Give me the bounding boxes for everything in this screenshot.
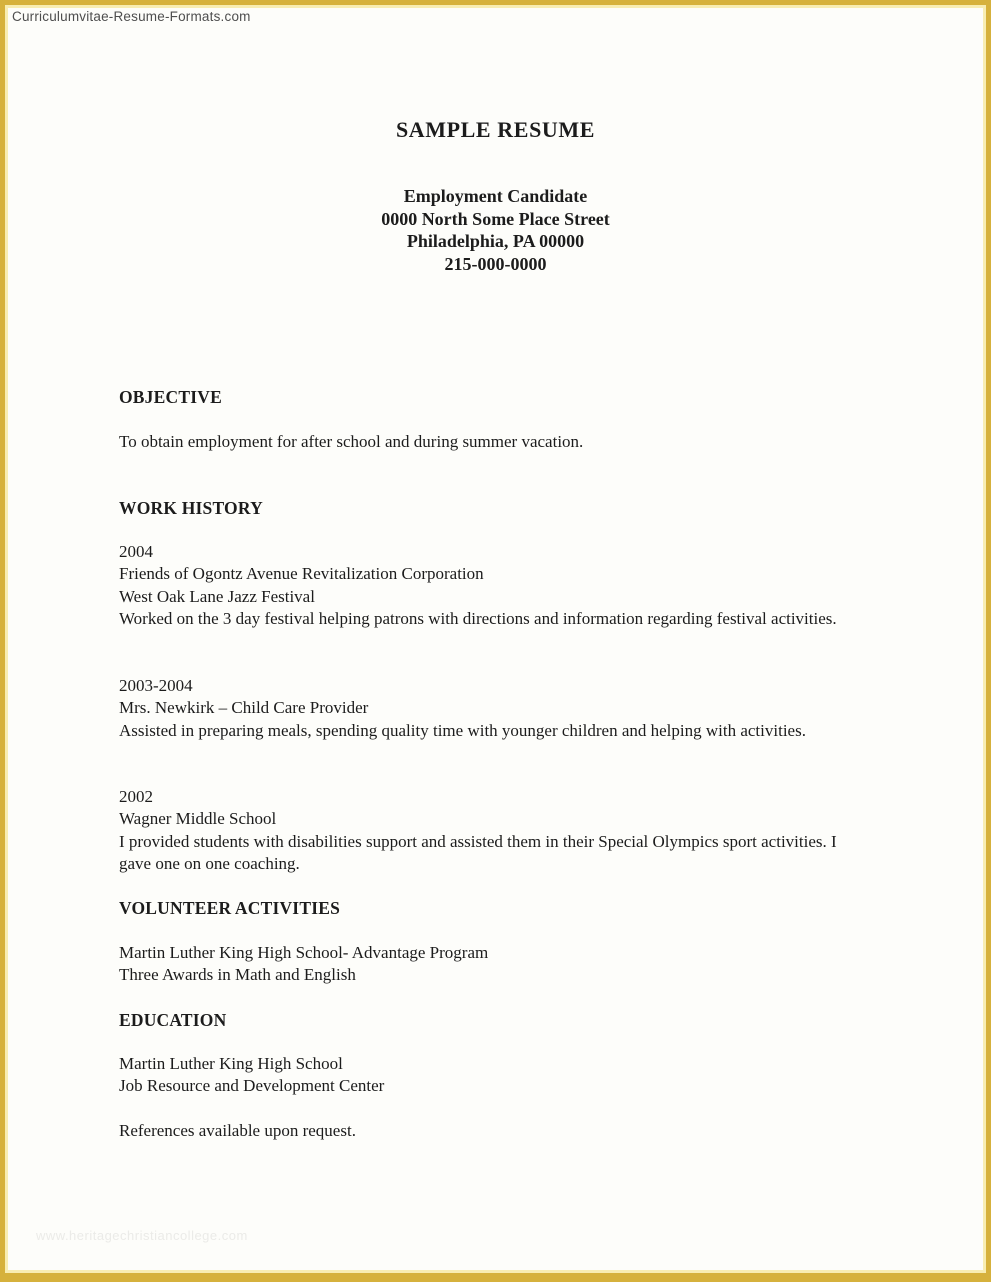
resume-title: SAMPLE RESUME [395,117,596,142]
volunteer-block [119,942,867,987]
job-description: Assisted in preparing meals, spending quality time with younger children and helping with activities. [119,720,806,740]
job-description: I provided students with disabilities support and assisted them in their Special Olympics sport activities. I gave one on one coaching. [119,831,837,874]
work-history-entry [119,541,867,631]
job-employer: Wagner Middle School [119,809,277,829]
work-history-entry [119,786,867,876]
volunteer-awards: Three Awards in Math and English [119,965,356,985]
job-period: 2002 [119,787,153,806]
contact-block [5,185,986,275]
education-heading: EDUCATION [119,1010,227,1030]
job-employer: Mrs. Newkirk – Child Care Provider [119,698,369,718]
contact-street: 0000 North Some Place Street [381,208,610,229]
contact-phone: 215-000-0000 [444,253,547,274]
site-watermark-bottom: www.heritagechristiancollege.com [36,1228,248,1243]
job-period: 2004 [119,542,153,561]
contact-city-state-zip: Philadelphia, PA 00000 [406,231,585,251]
job-employer: Friends of Ogontz Avenue Revitalization Corporation [119,564,484,584]
references-line: References available upon request. [119,1121,356,1140]
work-history-entry [119,675,867,742]
volunteer-heading: VOLUNTEER ACTIVITIES [119,898,341,918]
objective-text: To obtain employment for after school and during summer vacation. [119,432,584,451]
contact-name: Employment Candidate [403,186,588,206]
education-block [119,1053,867,1098]
job-description: Worked on the 3 day festival helping patrons with directions and information regarding festival activities. [119,609,837,629]
objective-heading: OBJECTIVE [119,387,222,407]
site-watermark-top: Curriculumvitae-Resume-Formats.com [12,9,251,24]
education-school: Martin Luther King High School [119,1054,343,1073]
job-event: West Oak Lane Jazz Festival [119,586,315,606]
volunteer-program: Martin Luther King High School- Advantage Program [119,943,489,962]
job-period: 2003-2004 [119,676,193,695]
work-history-heading: WORK HISTORY [119,498,263,518]
education-center: Job Resource and Development Center [119,1076,385,1096]
